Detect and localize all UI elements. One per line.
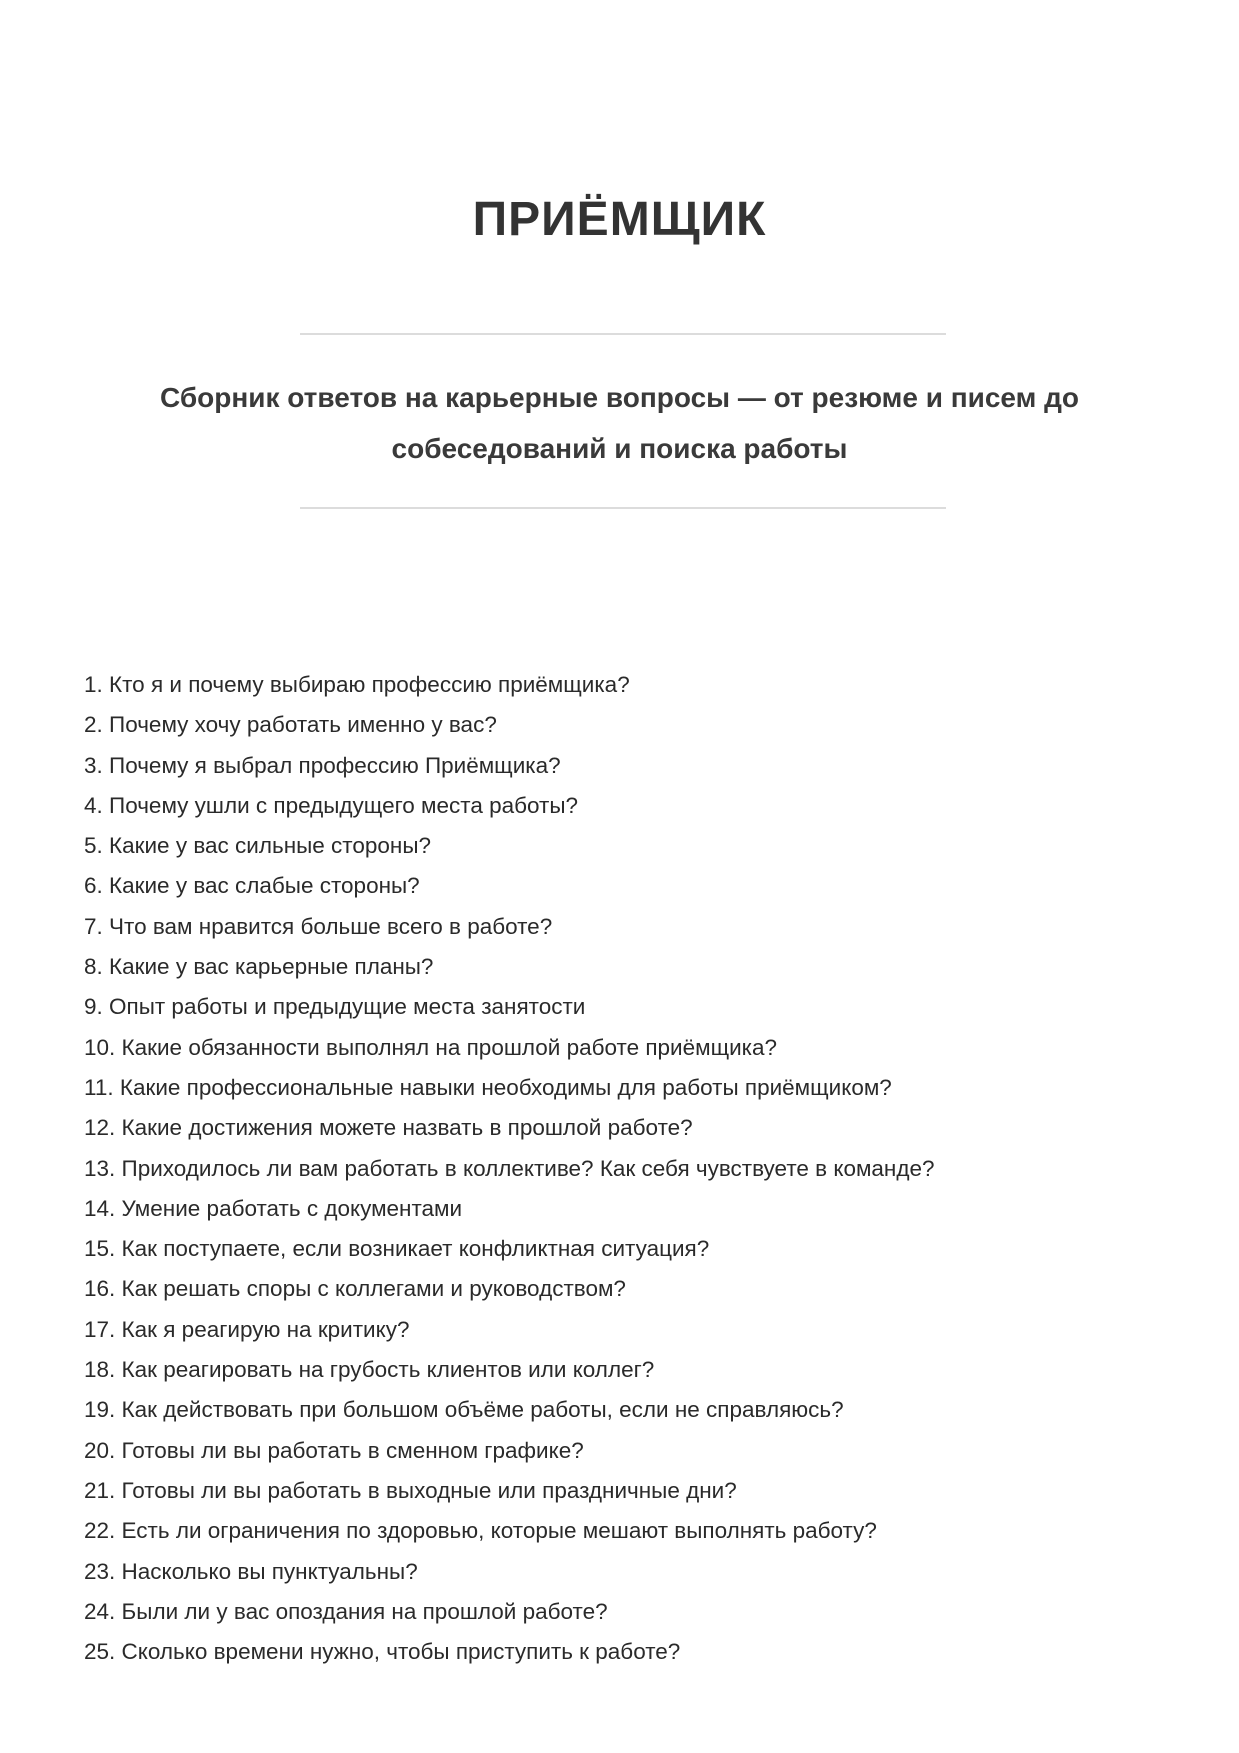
page-title: ПРИЁМЩИК	[472, 193, 767, 246]
list-item: 8. Какие у вас карьерные планы?	[84, 954, 434, 980]
list-item: 6. Какие у вас слабые стороны?	[84, 873, 420, 899]
list-item: 17. Как я реагирую на критику?	[84, 1316, 410, 1342]
list-item: 11. Какие профессиональные навыки необходимы для работы приёмщиком?	[84, 1074, 892, 1100]
list-item: 1. Кто я и почему выбираю профессию приёмщика?	[84, 672, 630, 697]
questions-list	[84, 665, 935, 1672]
list-item: 20. Готовы ли вы работать в сменном графике?	[84, 1437, 584, 1463]
divider-top	[300, 333, 946, 335]
list-item: 23. Насколько вы пунктуальны?	[84, 1558, 418, 1584]
list-item: 4. Почему ушли с предыдущего места работы?	[84, 792, 579, 818]
list-item: 14. Умение работать с документами	[84, 1195, 463, 1221]
divider-bottom	[300, 507, 946, 509]
list-item: 3. Почему я выбрал профессию Приёмщика?	[84, 752, 561, 778]
list-item: 7. Что вам нравится больше всего в работе?	[84, 913, 553, 939]
list-item: 15. Как поступаете, если возникает конфликтная ситуация?	[84, 1236, 710, 1262]
list-item: 5. Какие у вас сильные стороны?	[84, 833, 432, 859]
list-item: 13. Приходилось ли вам работать в коллективе? Как себя чувствуете в команде?	[84, 1155, 935, 1181]
list-item: 19. Как действовать при большом объёме работы, если не справляюсь?	[84, 1397, 844, 1423]
list-item: 22. Есть ли ограничения по здоровью, которые мешают выполнять работу?	[84, 1518, 877, 1544]
list-item: 9. Опыт работы и предыдущие места занятости	[84, 994, 586, 1020]
list-item: 21. Готовы ли вы работать в выходные или праздничные дни?	[84, 1477, 737, 1503]
list-item: 18. Как реагировать на грубость клиентов или коллег?	[84, 1357, 655, 1383]
list-item: 12. Какие достижения можете назвать в прошлой работе?	[84, 1115, 693, 1141]
subtitle: Сборник ответов на карьерные вопросы — от резюме и писем до собеседований и поиска работы	[160, 382, 1079, 464]
list-item: 10. Какие обязанности выполнял на прошлой работе приёмщика?	[84, 1034, 778, 1060]
list-item: 16. Как решать споры с коллегами и руководством?	[84, 1276, 626, 1302]
list-item: 24. Были ли у вас опоздания на прошлой работе?	[84, 1598, 608, 1624]
list-item: 25. Сколько времени нужно, чтобы приступить к работе?	[84, 1639, 681, 1665]
list-item: 2. Почему хочу работать именно у вас?	[84, 712, 497, 738]
